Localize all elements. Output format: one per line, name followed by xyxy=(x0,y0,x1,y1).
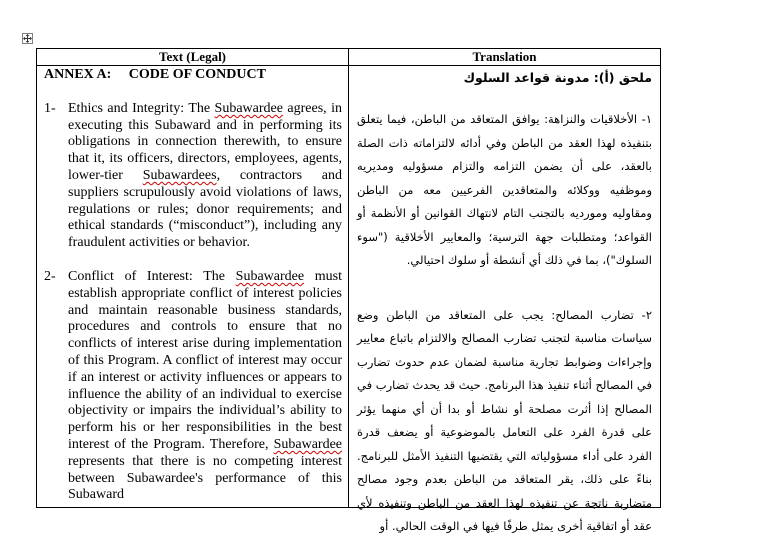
header-legal-label: Text (Legal) xyxy=(158,49,227,64)
spelling-flagged-word: Subawardee xyxy=(273,436,342,452)
clause-2 xyxy=(44,269,342,504)
clause-text-part: Conflict of Interest: The xyxy=(68,268,236,284)
clause-text xyxy=(68,101,342,252)
clause-text-part: , contractors and suppliers scrupulously avoid violations of laws, regulations or rules; donor requirements; and ethical standards (“misconduct”), including any fraudulent activities or behavior. xyxy=(68,167,342,251)
clause-1 xyxy=(44,101,342,252)
clause-text-part: represents that there is no competing interest between Subawardee's performance of this Subaward xyxy=(68,453,342,503)
legal-text-cell[interactable] xyxy=(37,66,349,508)
header-legal xyxy=(37,49,349,66)
table-move-handle-icon[interactable] xyxy=(22,33,33,44)
annex-title: ANNEX A: CODE OF CONDUCT xyxy=(44,67,266,82)
spelling-flagged-word: Subawardee xyxy=(235,268,305,284)
clause-text xyxy=(68,269,342,504)
header-translation xyxy=(349,49,661,66)
clause-number: 1- xyxy=(44,100,56,116)
table-row xyxy=(37,66,661,508)
translation-paragraph-1: ١- الأخلاقيات والنزاهة: يوافق المتعاقد من الباطن، فيما يتعلق بتنفيذه لهذا العقد من الباطن وفي أدائه لالتزاماته ذات الصلة بالعقد، على أن يضمن التزامه والتزام مسؤوليه ومديريه وموظفيه ووكلائه والمتعاقدين الفرعيين معه من الباطن ومقاوليه ومورديه بالتجنب التام لانتهاك القوانين أو الأنظمة أو القواعد؛ ومتطلبات جهة الترسية؛ والمعايير الأخلاقية ("سوء السلوك")، بما في ذلك أي أنشطة أو سلوك احتيالي. xyxy=(357,112,652,267)
clause-text-part: Ethics and Integrity: The xyxy=(68,100,215,116)
bilingual-table xyxy=(36,48,661,533)
translation-cell[interactable] xyxy=(349,66,661,533)
table-header-row xyxy=(37,49,661,66)
translation-paragraph-2: ٢- تضارب المصالح: يجب على المتعاقد من الباطن وضع سياسات مناسبة لتجنب تضارب المصالح والالتزام باتباع معايير وإجراءات وضوابط تجارية مناسبة لضمان عدم حدوث تضارب في المصالح أثناء تنفيذ هذا البرنامج. حيث قد يحدث تضارب في المصالح إذا أثرت مصلحة أو نشاط أو بدا أن أي منهما يؤثر على قدرة الفرد على التعامل بالموضوعية أو يضعف قدرة الفرد على أداء مسؤولياته التي يقتضيها التنفيذ الأمثل للبرنامج. بناءً على ذلك، يقر المتعاقد من الباطن بعدم وجود مصالح متضاربة ناتجة عن تنفيذه لهذا العقد من الباطن وتنفيذه لأي عقد أو اتفاقية أخرى يمثل طرفًا فيها في الوقت الحالي. أو xyxy=(357,307,652,533)
clause-text-part: agrees, in executing this Subaward and in performing its obligations in connection therewith, to ensure that it, its officers, directors, employees, agents, lower-tier xyxy=(68,100,342,183)
spelling-flagged-word: Subawardee xyxy=(214,100,283,116)
clause-text-part: must establish appropriate conflict of interest policies and maintain reasonable business standards, procedures and controls to ensure that no conflicts of interest arise during implementation of this Program. A conflict of interest may occur if an interest or activity influences or appears to influence the ability of an individual to exercise objectivity or impairs the individual’s ability to perform his or her responsibilities in the best interest of the Program. Therefore, xyxy=(68,268,342,452)
header-translation-label: Translation xyxy=(472,49,537,64)
translation-title: ملحق (أ): مدونة قواعد السلوك xyxy=(463,70,652,85)
spelling-flagged-word: Subawardees xyxy=(142,167,217,183)
clause-number: 2- xyxy=(44,268,56,284)
